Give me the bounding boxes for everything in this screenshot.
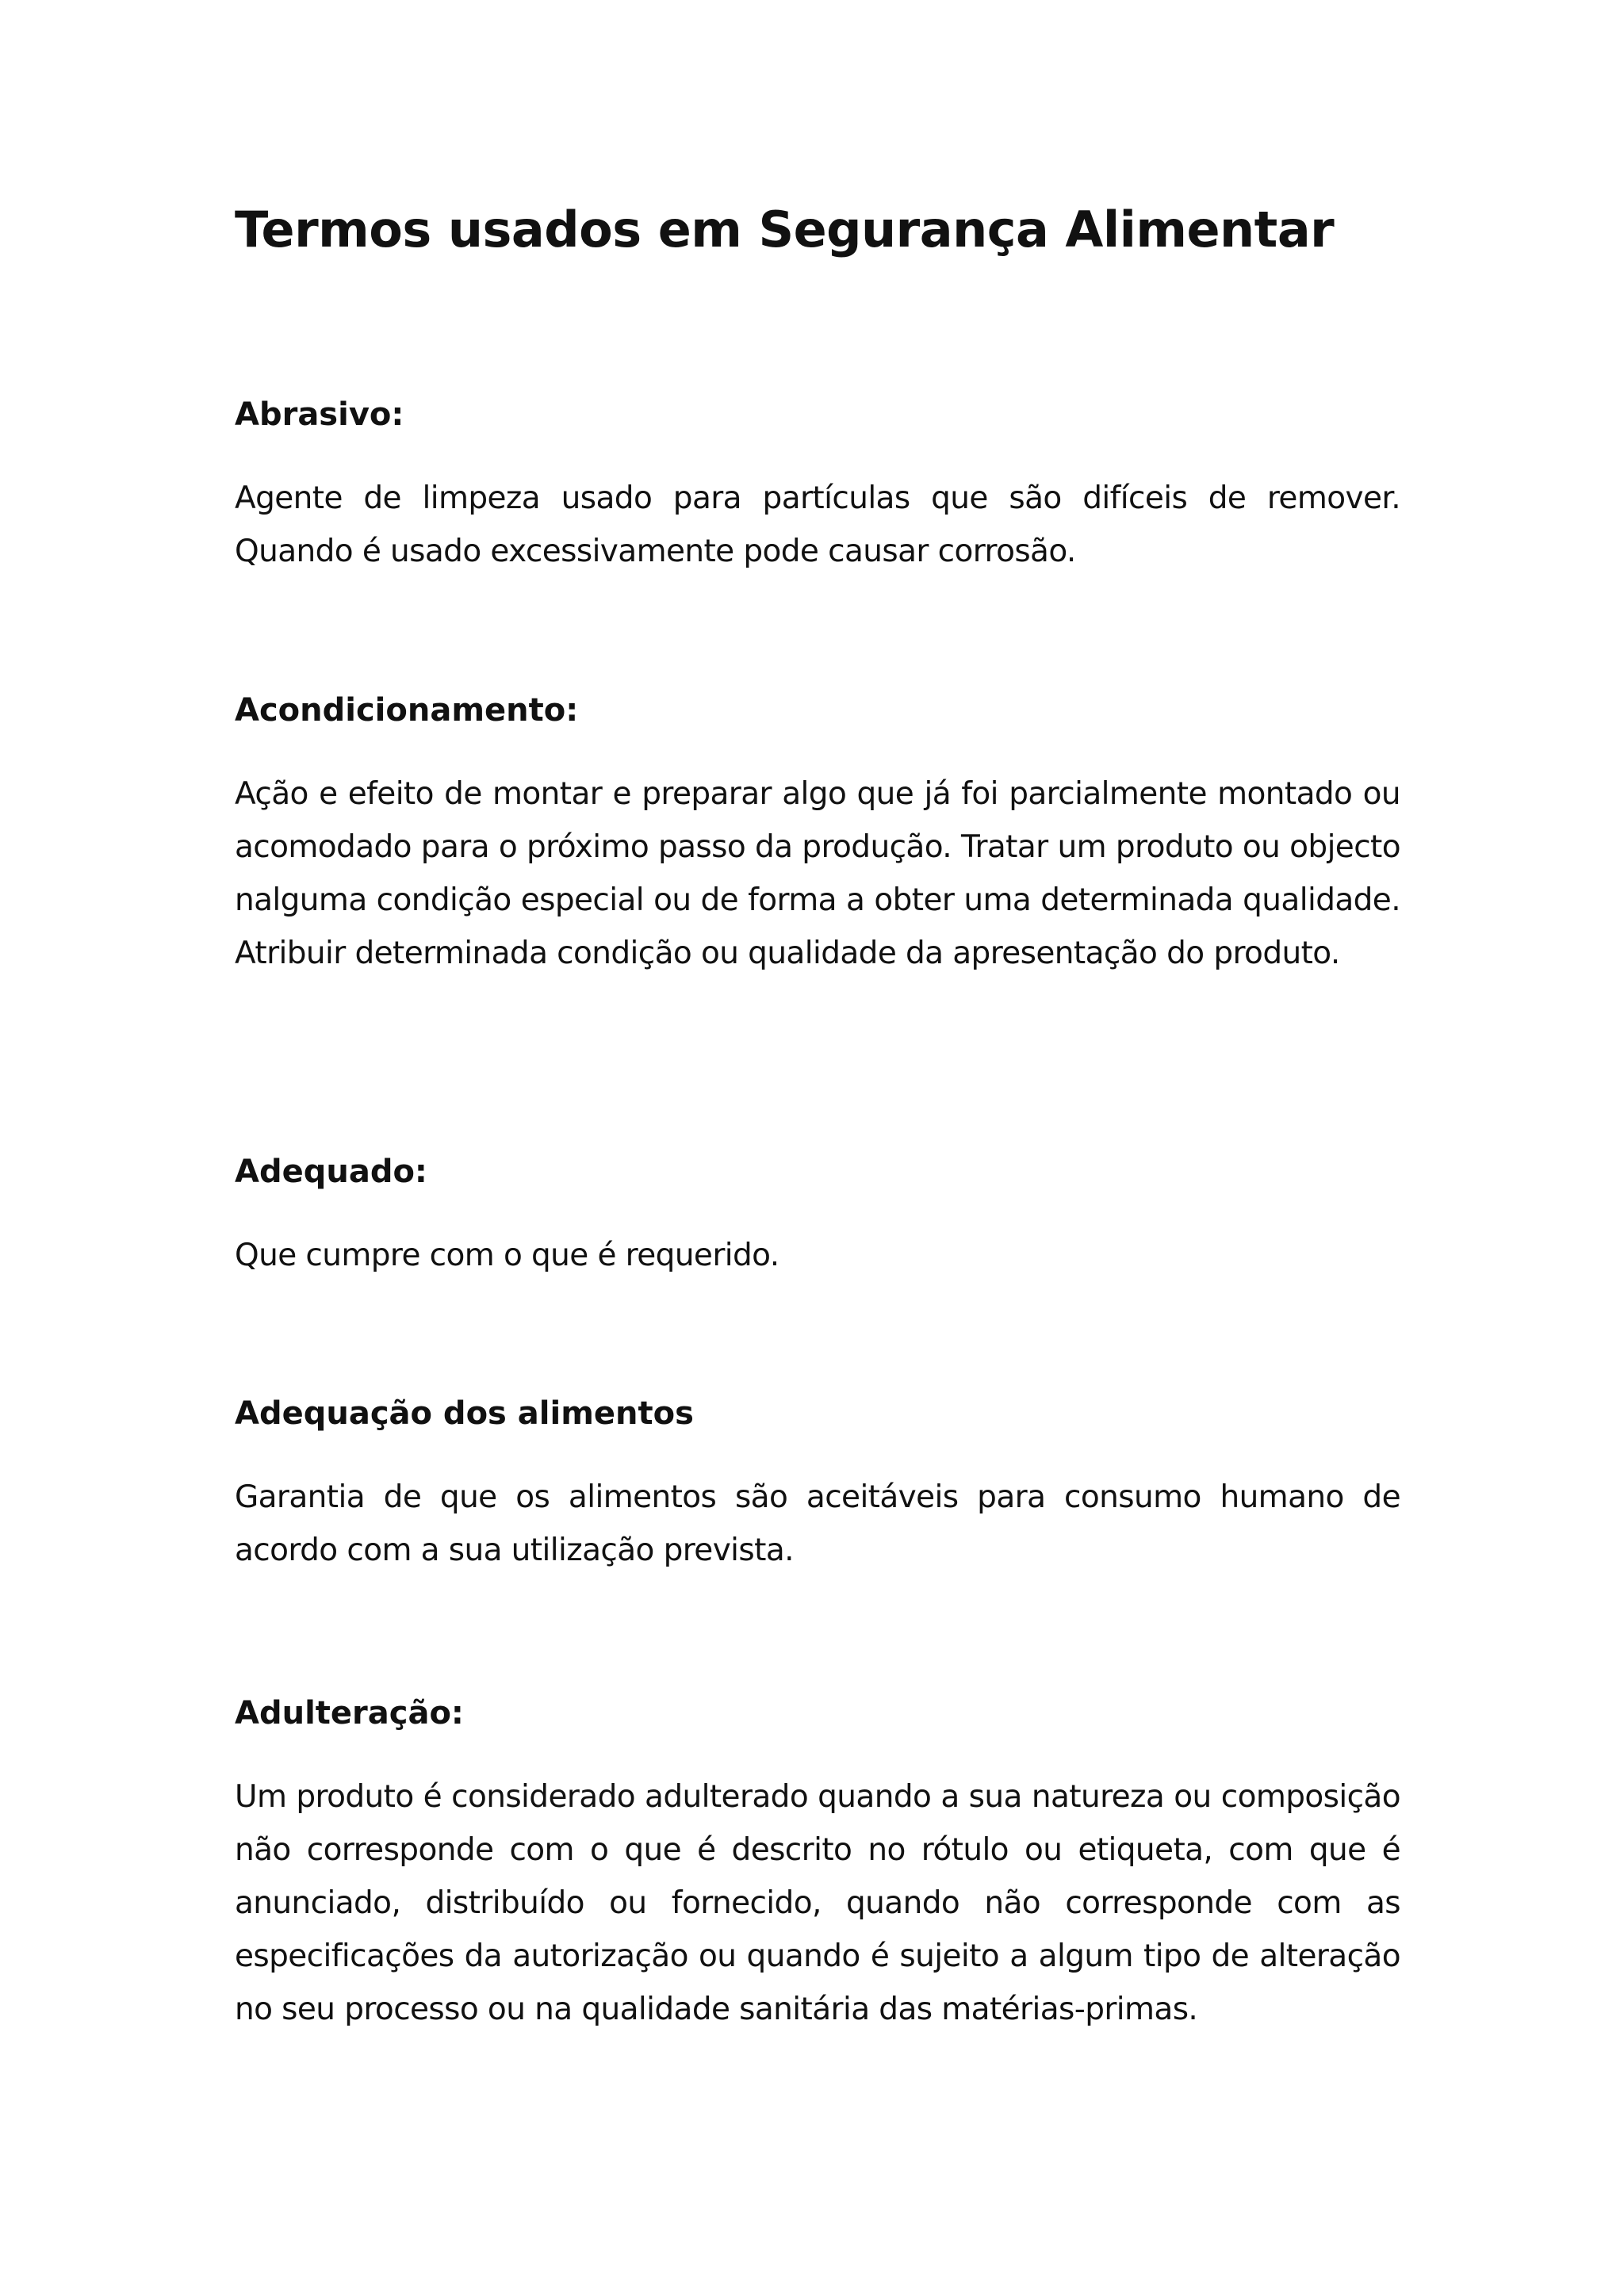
glossary-definition: Agente de limpeza usado para partículas que são difíceis de remover. Quando é usado excessivamente pode causar corrosão. [235,480,1400,569]
glossary-term: Abrasivo: [235,396,404,433]
glossary-term: Adequado: [235,1154,427,1190]
page-title: Termos usados em Segurança Alimentar [235,201,1335,258]
glossary-term: Adequação dos alimentos [235,1395,694,1432]
glossary-entry-adequacao-dos-alimentos [235,1391,1400,1577]
glossary-term: Acondicionamento: [235,692,579,729]
glossary-term: Adulteração: [235,1695,464,1732]
glossary-definition: Que cumpre com o que é requerido. [235,1238,779,1273]
glossary-entry-acondicionamento [235,688,1400,980]
glossary-entry-abrasivo [235,392,1400,578]
glossary-definition: Garantia de que os alimentos são aceitáveis para consumo humano de acordo com a sua utilização prevista. [235,1479,1400,1568]
glossary-definition: Um produto é considerado adulterado quando a sua natureza ou composição não corresponde com o que é descrito no rótulo ou etiqueta, com que é anunciado, distribuído ou fornecido, quando não corresponde com as especificações da autorização ou quando é sujeito a algum tipo de alteração no seu processo ou na qualidade sanitária das matérias-primas. [235,1779,1400,2027]
glossary-entry-adequado [235,1150,1400,1282]
glossary-definition: Ação e efeito de montar e preparar algo que já foi parcialmente montado ou acomodado para o próximo passo da produção. Tratar um produto ou objecto nalguma condição especial ou de forma a obter uma determinada qualidade. Atribuir determinada condição ou qualidade da apresentação do produto. [235,776,1400,971]
glossary-entry-adulteracao [235,1691,1400,2036]
